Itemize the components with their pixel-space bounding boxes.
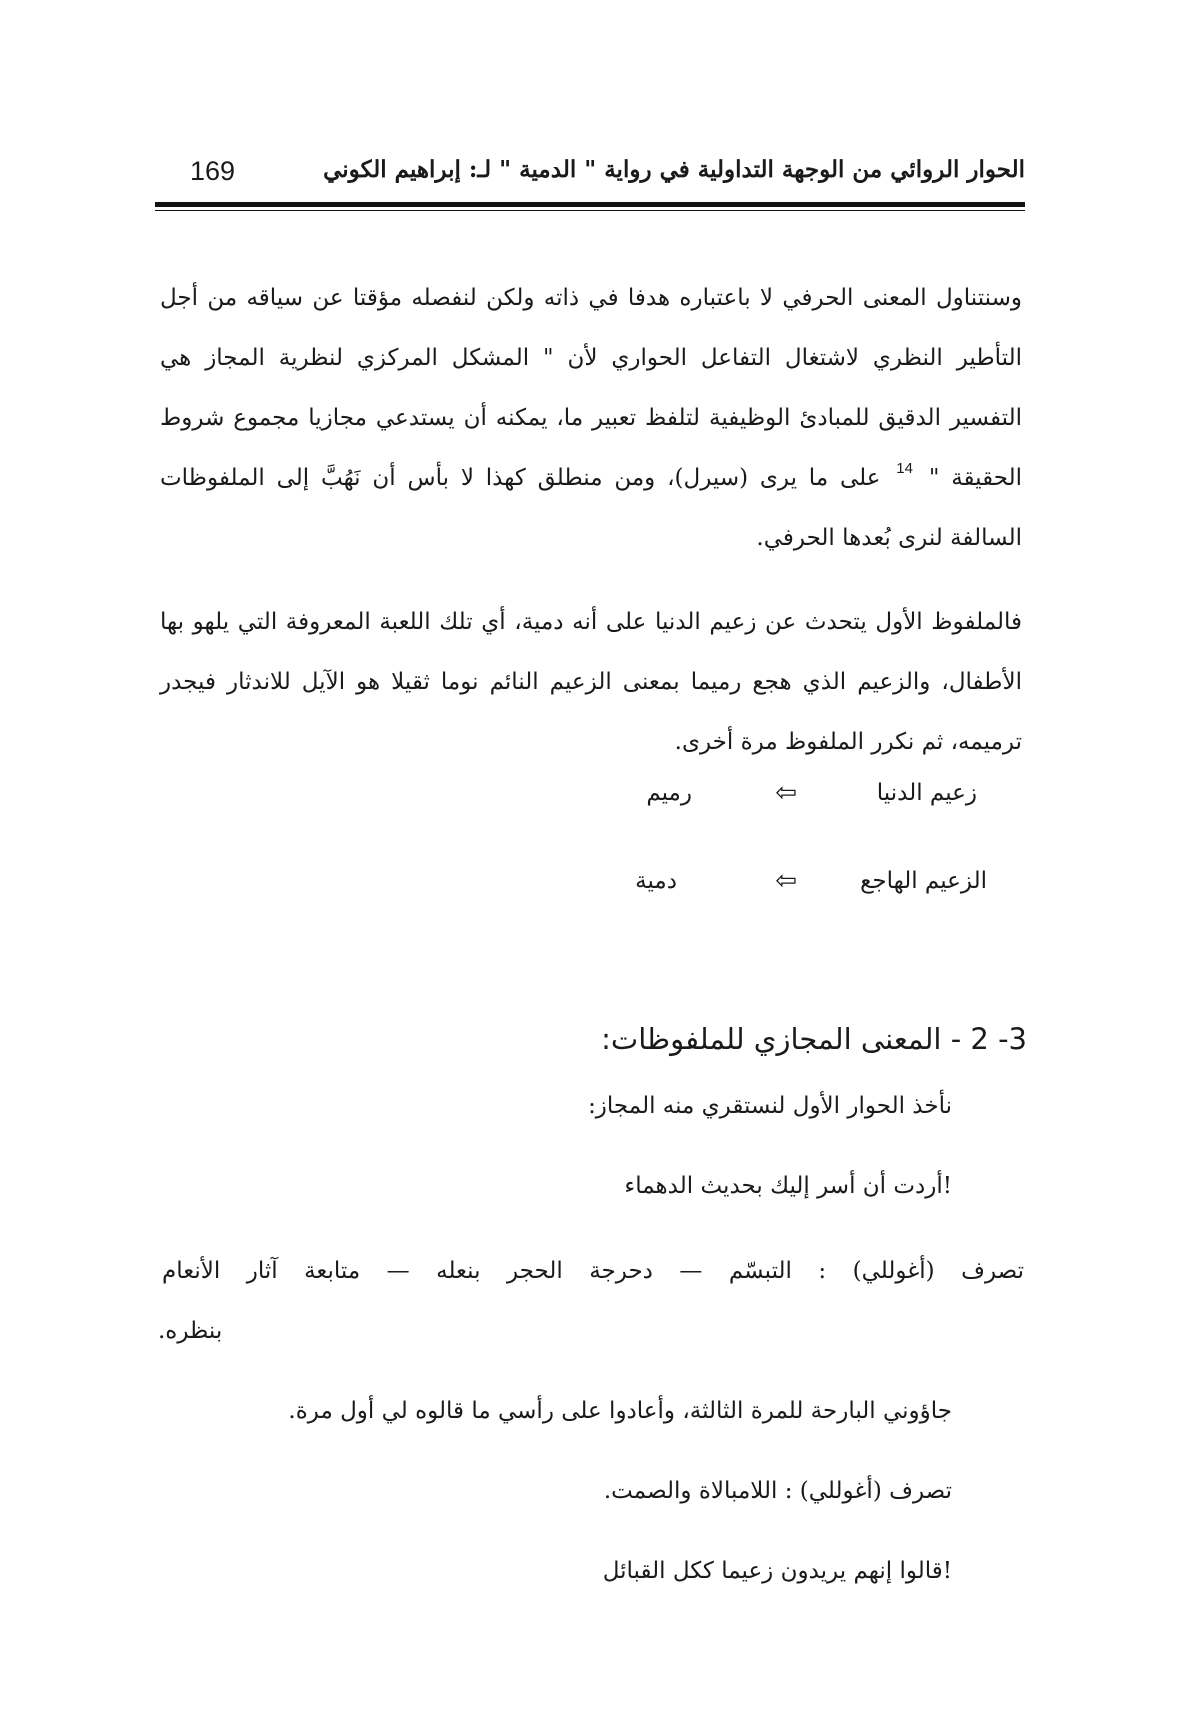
left-arrow-icon: ⇦ <box>775 866 797 896</box>
mapping-row <box>0 868 1182 908</box>
mapping-row <box>0 780 1182 820</box>
section-heading: 3- 2 - المعنى المجازي للملفوظات: <box>601 1022 1027 1056</box>
dialogue-line: جاؤوني البارحة للمرة الثالثة، وأعادوا على رأسي ما قالوه لي أول مرة. <box>288 1398 952 1424</box>
header-rule-thin <box>155 210 1025 211</box>
header-rule-thick <box>155 202 1025 207</box>
action-line: تصرف (أغوللي) : اللامبالاة والصمت. <box>603 1478 952 1504</box>
page-number: 169 <box>190 156 236 186</box>
dialogue-line: !قالوا إنهم يريدون زعيما ككل القبائل <box>602 1558 952 1584</box>
mapping-source: الزعيم الهاجع <box>860 868 987 894</box>
header-title: الحوار الروائي من الوجهة التداولية في رواية " الدمية " لـ: إبراهيم الكوني <box>323 156 1025 183</box>
left-arrow-icon: ⇦ <box>775 778 797 808</box>
mapping-target: رميم <box>646 780 692 806</box>
mapping-source: زعيم الدنيا <box>876 780 977 806</box>
running-header <box>155 148 1025 198</box>
paragraph-1-part-2: على ما يرى (سيرل)، ومن منطلق كهذا لا بأس أن نَهُبَّ إلى الملفوظات السالفة لنرى بُعدها الحرفي. <box>160 465 1022 551</box>
action-line: تصرف (أغوللي) : التبسّم — دحرجة الحجر بنعله — متابعة آثار الأنعام <box>162 1258 1024 1284</box>
footnote-marker[interactable]: 14 <box>896 460 913 477</box>
paragraph-first-utterance: فالملفوظ الأول يتحدث عن زعيم الدنيا على أنه دمية، أي تلك اللعبة المعروفة التي يلهو بها الأطفال، والزعيم الذي هجع رميما بمعنى الزعيم النائم نوما ثقيلا هو الآيل للاندثار فيجدر ترميمه، ثم نكرر الملفوظ مرة أخرى. <box>160 609 1022 755</box>
paragraph-1-part-1: وسنتناول المعنى الحرفي لا باعتباره هدفا في ذاته ولكن لنفصله مؤقتا عن سياقه من أجل التأطير النظري لاشتغال التفاعل الحواري لأن " المشكل المركزي لنظرية المجاز هي التفسير الدقيق للمبادئ الوظيفية لتلفظ تعبير ما، يمكنه أن يستدعي مجازيا مجموع شروط الحقيقة " <box>160 285 1022 491</box>
paragraph-literal-meaning <box>160 268 1022 568</box>
mapping-target: دمية <box>635 868 677 894</box>
action-line-continued: بنظره. <box>158 1318 223 1344</box>
body-text <box>160 268 1022 772</box>
dialogue-line: !أردت أن أسر إليك بحديث الدهماء <box>624 1173 952 1199</box>
intro-line: نأخذ الحوار الأول لنستقري منه المجاز: <box>588 1093 952 1119</box>
